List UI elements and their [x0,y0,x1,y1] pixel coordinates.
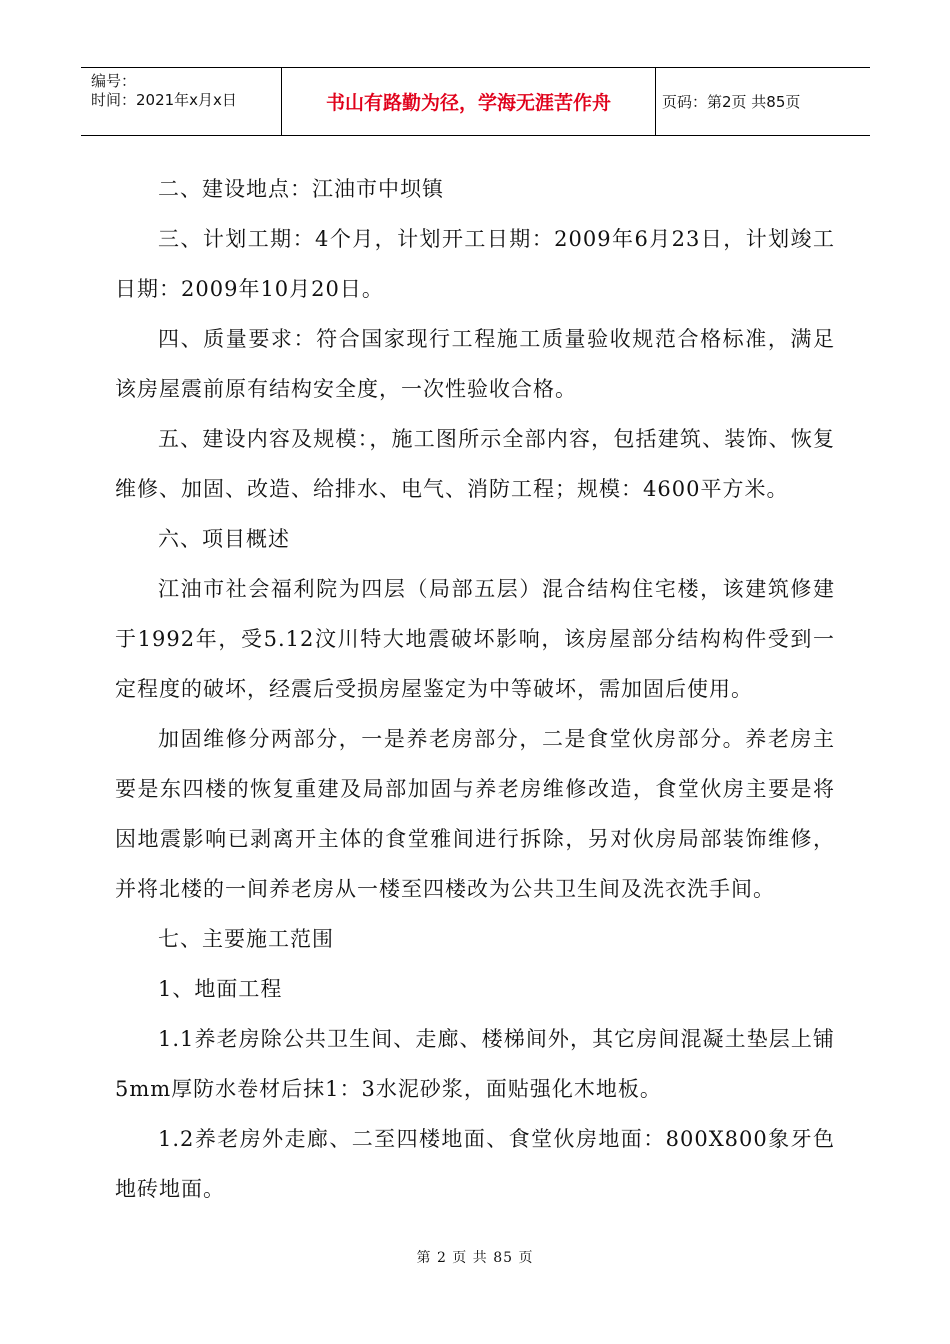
paragraph-quality: 四、质量要求：符合国家现行工程施工质量验收规范合格标准，满足该房屋震前原有结构安全度，一次性验收合格。 [115,327,835,401]
document-time-label: 时间：2021年x月x日 [91,91,237,109]
paragraph-reinforcement: 加固维修分两部分，一是养老房部分，二是食堂伙房部分。养老房主要是东四楼的恢复重建及局部加固与养老房维修改造，食堂伙房主要是将因地震影响已剥离开主体的食堂雅间进行拆除，另对伙房局部装饰维修，并将北楼的一间养老房从一楼至四楼改为公共卫生间及洗衣洗手间。 [115,727,835,901]
paragraph-floor-1-1: 1.1养老房除公共卫生间、走廊、楼梯间外，其它房间混凝土垫层上铺5mm厚防水卷材后抹1：3水泥砂浆，面贴强化木地板。 [115,1027,835,1101]
paragraph-floor-1-2: 1.2养老房外走廊、二至四楼地面、食堂伙房地面：800X800象牙色地砖地面。 [115,1127,835,1201]
document-body [115,164,835,1214]
heading-overview: 六、项目概述 [158,527,290,551]
paragraph-scope: 五、建设内容及规模：，施工图所示全部内容，包括建筑、装饰、恢复维修、加固、改造、给排水、电气、消防工程；规模：4600平方米。 [115,427,835,501]
paragraph-overview: 江油市社会福利院为四层（局部五层）混合结构住宅楼，该建筑修建于1992年，受5.12汶川特大地震破坏影响，该房屋部分结构构件受到一定程度的破坏，经震后受损房屋鉴定为中等破坏，需加固后使用。 [115,577,835,701]
header-motto: 书山有路勤为径，学海无涯苦作舟 [282,68,656,135]
heading-construction-scope: 七、主要施工范围 [158,927,334,951]
header-page-label: 页码：第2页 共85页 [662,93,801,111]
document-header [81,67,870,136]
paragraph-site: 二、建设地点：江油市中坝镇 [158,177,444,201]
header-meta-cell [81,68,282,135]
paragraph-schedule: 三、计划工期：4个月，计划开工日期：2009年6月23日，计划竣工日期：2009年10月20日。 [115,227,835,301]
page-footer: 第 2 页 共 85 页 [416,1250,534,1266]
heading-floor-works: 1、地面工程 [158,977,283,1001]
document-number-label: 编号： [91,72,137,90]
